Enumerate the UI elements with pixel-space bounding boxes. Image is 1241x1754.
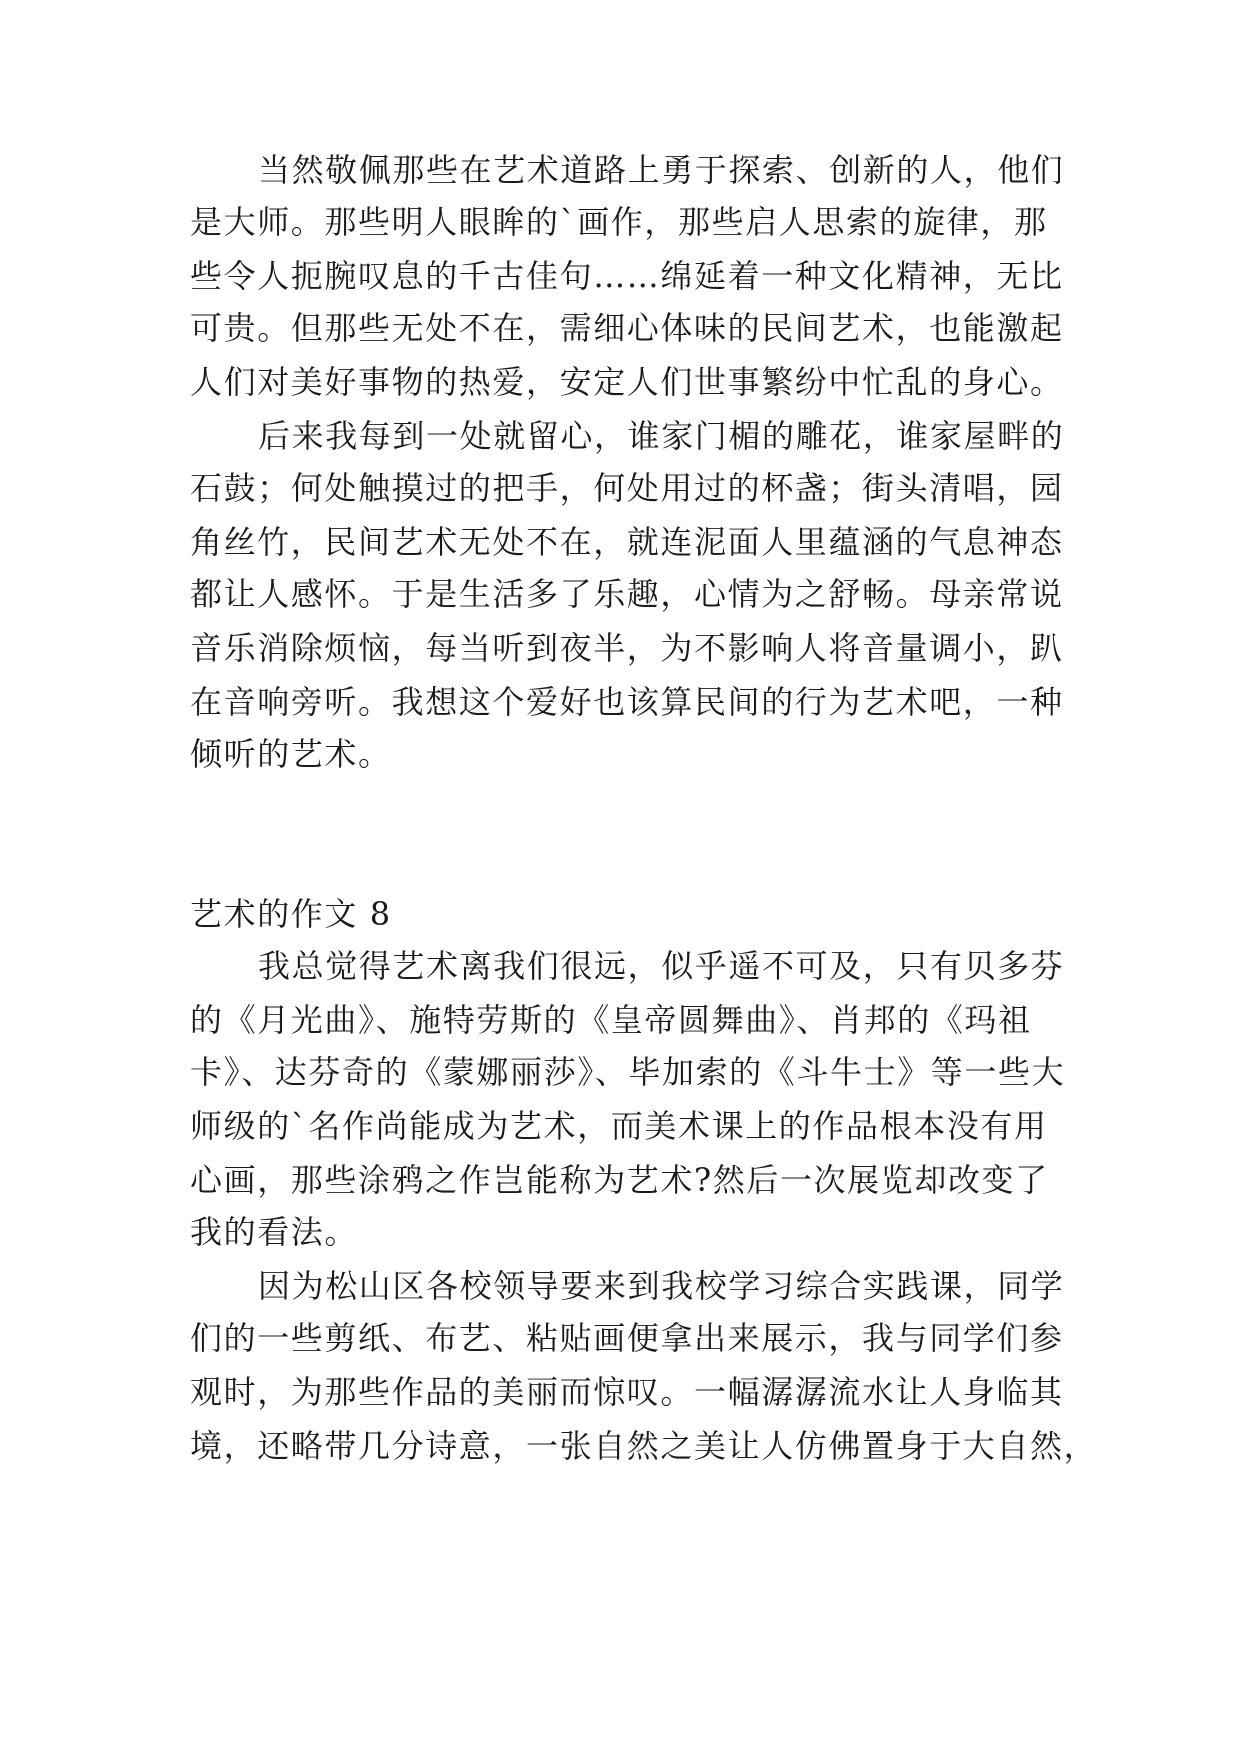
text-line: 们的一些剪纸、布艺、粘贴画便拿出来展示，我与同学们参: [190, 1319, 1064, 1357]
text-line: 我的看法。: [190, 1213, 359, 1251]
text-line: 境，还略带几分诗意，一张自然之美让人仿佛置身于大自然，: [190, 1427, 1098, 1465]
text-line: 音乐消除烦恼，每当听到夜半，为不影响人将音量调小，趴: [190, 629, 1064, 667]
text-line: 我总觉得艺术离我们很远，似乎遥不可及，只有贝多芬: [258, 947, 1065, 985]
text-line: 倾听的艺术。: [190, 735, 392, 773]
text-line: 角丝竹，民间艺术无处不在，就连泥面人里蕴涵的气息神态: [190, 523, 1064, 561]
text-line: 是大师。那些明人眼眸的`画作，那些启人思索的旋律，那: [190, 203, 1048, 241]
text-line: 卡》、达芬奇的《蒙娜丽莎》、毕加索的《斗牛士》等一些大: [190, 1053, 1066, 1091]
text-line: 可贵。但那些无处不在，需细心体味的民间艺术，也能激起: [190, 309, 1064, 347]
text-line: 后来我每到一处就留心，谁家门楣的雕花，谁家屋畔的: [258, 417, 1065, 455]
text-line: 石鼓；何处触摸过的把手，何处用过的杯盏；街头清唱，园: [190, 469, 1064, 507]
text-line: 因为松山区各校领导要来到我校学习综合实践课，同学: [258, 1267, 1065, 1305]
text-line: 些令人扼腕叹息的千古佳句……绵延着一种文化精神，无比: [190, 257, 1064, 295]
text-line: 心画，那些涂鸦之作岂能称为艺术?然后一次展览却改变了: [190, 1161, 1049, 1199]
text-line: 都让人感怀。于是生活多了乐趣，心情为之舒畅。母亲常说: [190, 575, 1064, 613]
section-heading: 艺术的作文 8: [190, 895, 392, 933]
text-line: 师级的`名作尚能成为艺术，而美术课上的作品根本没有用: [190, 1107, 1048, 1145]
text-line: 人们对美好事物的热爱，安定人们世事繁纷中忙乱的身心。: [190, 363, 1064, 401]
text-line: 观时，为那些作品的美丽而惊叹。一幅潺潺流水让人身临其: [190, 1373, 1064, 1411]
text-line: 当然敬佩那些在艺术道路上勇于探索、创新的人，他们: [258, 151, 1065, 189]
text-line: 在音响旁听。我想这个爱好也该算民间的行为艺术吧，一种: [190, 683, 1064, 721]
text-line: 的《月光曲》、施特劳斯的《皇帝圆舞曲》、肖邦的《玛祖: [190, 1001, 1032, 1039]
